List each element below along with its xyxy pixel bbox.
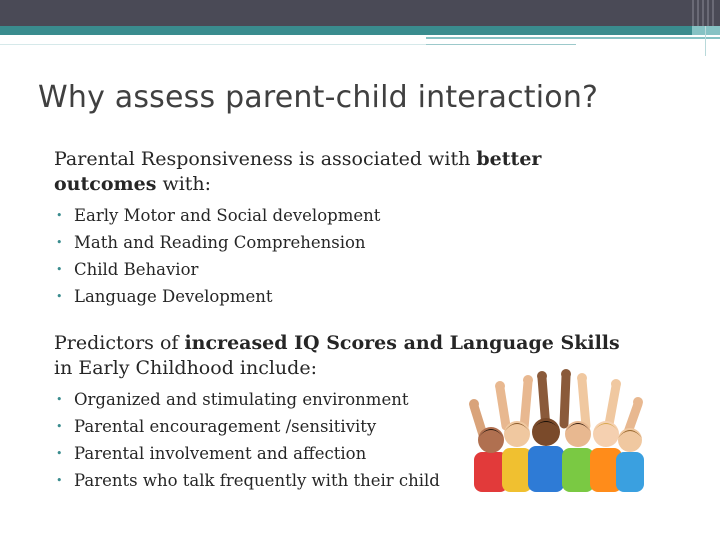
section1-lead xyxy=(54,147,644,197)
list-item xyxy=(54,467,440,494)
list-item xyxy=(54,386,440,413)
list-item xyxy=(54,413,440,440)
list-item-text: Language Development xyxy=(74,287,273,306)
bullet-icon: • xyxy=(56,447,63,460)
section1-lead-text: Parental Responsiveness is associated with xyxy=(54,148,477,170)
list-item xyxy=(54,283,380,310)
accent-band xyxy=(0,26,720,35)
list-item-text: Parents who talk frequently with their child xyxy=(74,471,440,490)
list-item-text: Organized and stimulating environment xyxy=(74,390,409,409)
list-item-text: Parental encouragement /sensitivity xyxy=(74,417,377,436)
top-bar xyxy=(0,0,720,26)
list-item xyxy=(54,440,440,467)
bullet-icon: • xyxy=(56,290,63,303)
section1-bullet-list xyxy=(54,202,380,310)
bullet-icon: • xyxy=(56,263,63,276)
accent-band-end xyxy=(692,26,720,35)
bullet-icon: • xyxy=(56,474,63,487)
section2-lead-emphasis: increased IQ Scores and Language Skills xyxy=(184,332,620,354)
children-group-icon xyxy=(466,368,644,492)
list-item-text: Child Behavior xyxy=(74,260,199,279)
list-item-text: Parental involvement and affection xyxy=(74,444,367,463)
section2-lead-text: Predictors of xyxy=(54,332,185,354)
decorative-line xyxy=(426,37,720,39)
top-bar-stripes xyxy=(692,0,714,26)
bullet-icon: • xyxy=(56,420,63,433)
list-item-text: Math and Reading Comprehension xyxy=(74,233,366,252)
children-group-image xyxy=(466,368,644,492)
section1-lead-end: with: xyxy=(156,173,212,195)
decorative-lines xyxy=(0,35,720,55)
decorative-vertical-line xyxy=(705,26,706,56)
section2-bullet-list xyxy=(54,386,440,494)
list-item-text: Early Motor and Social development xyxy=(74,206,381,225)
section1-lead-emphasis: better outcomes xyxy=(54,148,542,195)
list-item xyxy=(54,256,380,283)
decorative-line xyxy=(0,44,426,45)
decorative-line xyxy=(426,44,576,45)
bullet-icon: • xyxy=(56,209,63,222)
bullet-icon: • xyxy=(56,393,63,406)
slide-title: Why assess parent-child interaction? xyxy=(38,80,599,115)
list-item xyxy=(54,202,380,229)
list-item xyxy=(54,229,380,256)
section2-lead-end: in Early Childhood include: xyxy=(54,357,317,379)
bullet-icon: • xyxy=(56,236,63,249)
